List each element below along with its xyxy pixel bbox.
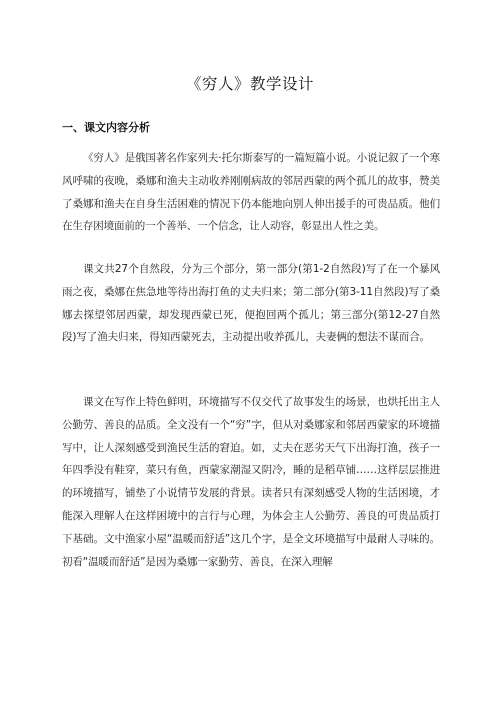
section-heading: 一、课文内容分析 xyxy=(62,121,150,134)
paragraph-intro: 《穷人》是俄国著名作家列夫·托尔斯泰写的一篇短篇小说。小说记叙了一个寒风呼啸的夜晚，桑娜和渔夫主动收养刚刚病故的邻居西蒙的两个孤儿的故事，赞美了桑娜和渔夫在自身生活困难的情况下仍本能地向别人伸出援手的可贵品质。他们在生存困境面前的一个善举、一个信念，让人动容，彰显出人性之美。 xyxy=(62,152,440,233)
paragraph-writing-features: 课文在写作上特色鲜明，环境描写不仅交代了故事发生的场景，也烘托出主人公勤劳、善良的品质。全文没有一个“穷”字，但从对桑娜家和邻居西蒙家的环境描写中，让人深刻感受到渔民生活的窘迫。如，丈夫在恶劣天气下出海打渔，孩子一年四季没有鞋穿，菜只有鱼，西蒙家潮湿又阴冷，睡的是稻草铺……这样层层推进的环境描写，铺垫了小说情节发展的背景。读者只有深刻感受人物的生活困境，才能深入理解人在这样困境中的言行与心理，为体会主人公勤劳、善良的可贵品质打下基础。文中渔家小屋“温暖而舒适”这几个字，是全文环境描写中最耐人寻味的。初看“温暖而舒适”是因为桑娜一家勤劳、善良，在深入理解 xyxy=(62,396,440,568)
paragraph-structure: 课文共27个自然段，分为三个部分，第一部分(第1-2自然段)写了在一个暴风雨之夜，桑娜在焦急地等待出海打鱼的丈夫归来；第二部分(第3-11自然段)写了桑娜去探望邻居西蒙，却发现西蒙已死，便抱回两个孤儿；第三部分(第12-27自然段)写了渔夫归来，得知西蒙死去，主动提出收养孤儿，夫妻俩的想法不谋而合。 xyxy=(62,263,440,344)
document-title: 《穷人》教学设计 xyxy=(185,75,314,93)
